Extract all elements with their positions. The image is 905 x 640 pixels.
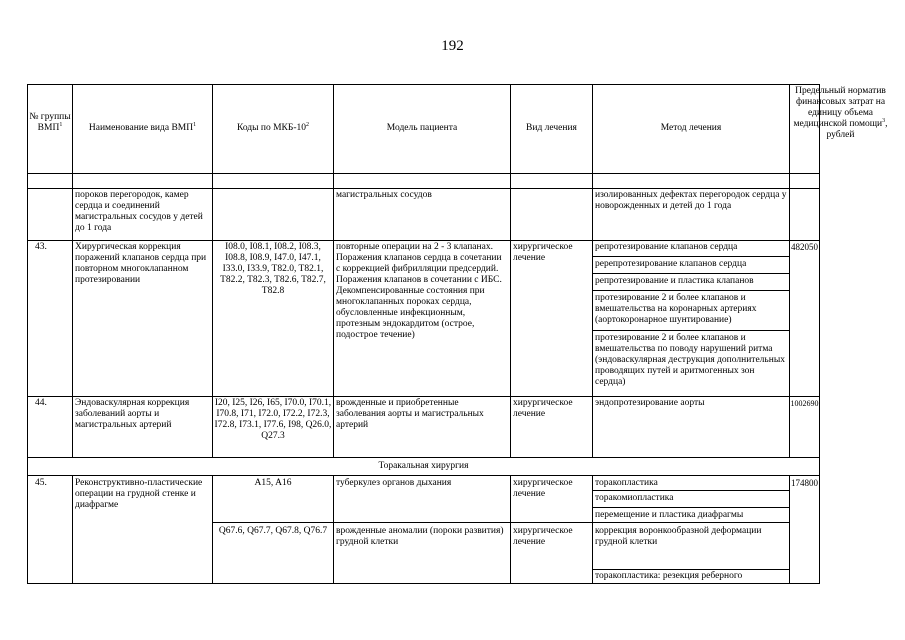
row45-number: 45.: [35, 478, 47, 488]
row45-model-b: врожденные аномалии (пороки развития) грудной клетки: [336, 526, 504, 547]
row43-name: Хирургическая коррекция поражений клапанов сердца при повторном многоклапанном протезировании: [75, 242, 207, 285]
row43-method-1: репротезирование клапанов сердца: [595, 242, 738, 252]
row43-cost: 482050: [791, 242, 818, 252]
row45-method-a2: торакомиопластика: [595, 493, 674, 503]
row43-treatment: хирургическое лечение: [513, 242, 573, 263]
row45-method-b1: коррекция воронкообразной деформации грудной клетки: [595, 526, 762, 547]
row45-method-a3: перемещение и пластика диафрагмы: [595, 510, 744, 520]
cont-model: магистральных сосудов: [336, 190, 432, 200]
header-vmp-name: Наименование вида ВМП$^1$: [88, 121, 197, 133]
header-group-number: № группы ВМП$^1$: [29, 112, 71, 133]
row44-name: Эндоваскулярная коррекция заболеваний аорты и магистральных артерий: [75, 398, 190, 430]
row43-model: повторные операции на 2 - 3 клапанах. Поражения клапанов сердца в сочетании с коррекцией фибрилляции предсердий. Поражения клапанов в сочетании с ИБС. Декомпенсированные состояния при многоклапанных пороках сердца, обусловленные инфекционным, протезным эндокардитом (острое, подострое течение): [336, 242, 502, 340]
header-patient-model: Модель пациента: [386, 123, 458, 133]
row45-method-b2: торакопластика: резекция реберного: [595, 571, 743, 581]
row44-treatment: хирургическое лечение: [513, 398, 573, 419]
header-cost: Предельный норматив финансовых затрат на единицу объема медицинской помощи$^3$, рублей: [793, 86, 888, 140]
row45-name: Реконструктивно-пластические операции на грудной стенке и диафрагме: [75, 478, 203, 510]
row43-method-3: репротезирование и пластика клапанов: [595, 276, 754, 286]
section-title: Торакальная хирургия: [378, 461, 469, 471]
row44-cost: 1002690: [790, 399, 819, 408]
row45-codes-a: A15, A16: [254, 478, 292, 488]
header-treatment-method: Метод лечения: [660, 123, 722, 133]
row45-treatment-a: хирургическое лечение: [513, 478, 573, 499]
cont-method: изолированных дефектах перегородок сердца у новорожденных и детей до 1 года: [595, 190, 787, 211]
row44-codes: I20, I25, I26, I65, I70.0, I70.1, I70.8, I71, I72.0, I72.2, I72.3, I72.8, I73.1, I77.6, I98, Q26.0, Q27.3: [214, 398, 332, 441]
row45-codes-b: Q67.6, Q67.7, Q67.8, Q76.7: [218, 526, 328, 536]
header-icd-codes: Коды по МКБ-$10^2$: [236, 121, 310, 133]
row45-treatment-b: хирургическое лечение: [513, 526, 573, 547]
row43-method-4: протезирование 2 и более клапанов и вмешательства на коронарных артериях (аортокоронарное шунтирование): [595, 293, 757, 325]
row44-method: эндопротезирование аорты: [595, 398, 705, 408]
row44-model: врожденные и приобретенные заболевания аорты и магистральных артерий: [336, 398, 484, 430]
row43-method-5: протезирование 2 и более клапанов и вмешательства по поводу нарушений ритма (эндоваскулярная деструкция дополнительных проводящих путей и аритмогенных зон сердца): [595, 333, 785, 387]
page-number: 192: [441, 38, 464, 54]
row45-method-a1: торакопластика: [595, 478, 658, 488]
row43-number: 43.: [35, 242, 47, 252]
header-treatment-type: Вид лечения: [526, 123, 577, 133]
row43-codes: I08.0, I08.1, I08.2, I08.3, I08.8, I08.9, I47.0, I47.1, I33.0, I33.9, T82.0, T82.1, T82.2, T82.3, T82.6, T82.7, T82.8: [220, 242, 326, 296]
row45-cost: 174800: [791, 478, 818, 488]
row44-number: 44.: [35, 398, 47, 408]
cont-name: пороков перегородок, камер сердца и соединений магистральных сосудов у детей до 1 года: [75, 190, 203, 233]
row45-model-a: туберкулез органов дыхания: [336, 478, 452, 488]
row43-method-2: ререпротезирование клапанов сердца: [595, 259, 747, 269]
